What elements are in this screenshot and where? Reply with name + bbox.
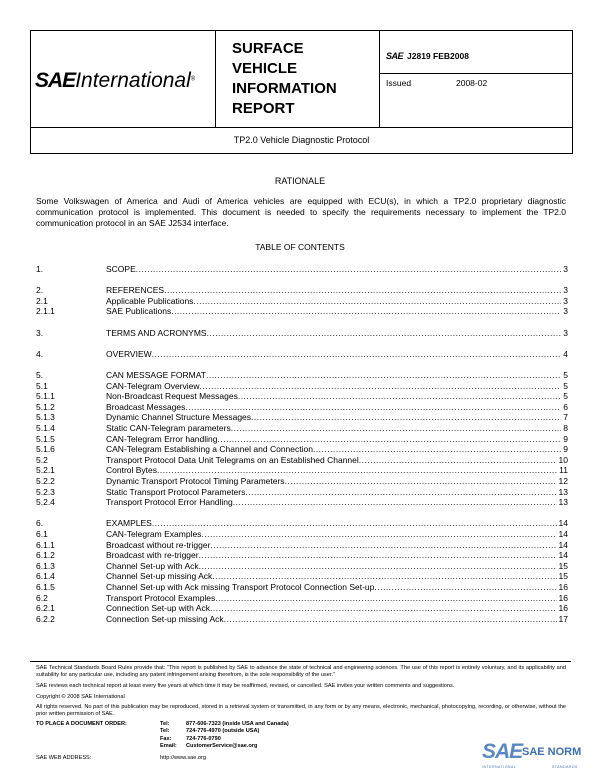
toc-number: 6.1.3 xyxy=(36,560,55,571)
toc-page-number: 6 xyxy=(563,401,568,412)
toc-page-number: 14 xyxy=(558,539,568,550)
toc-title: Dynamic Channel Structure Messages xyxy=(106,412,252,423)
toc-leader-line xyxy=(106,603,568,613)
toc-leader-line xyxy=(106,529,568,539)
toc-title: SAE Publications xyxy=(106,306,172,317)
toc-dot-leader xyxy=(238,391,561,401)
toc-entry[interactable] xyxy=(36,540,568,550)
toc-page-number: 12 xyxy=(558,476,568,486)
toc-leader-line xyxy=(106,476,568,486)
toc-page-number: 7 xyxy=(563,412,568,423)
toc-leader-line xyxy=(106,571,568,581)
toc-leader-line xyxy=(106,306,568,316)
toc-dot-leader xyxy=(185,402,561,412)
rules-text: SAE Technical Standards Board Rules provide that: “This report is published by SAE to advance the state of technical and engineering sciences. The use of this report is entirely voluntary, and its applicability and suitability for any particular use, including any patent infringement arising therefrom, is the sole responsibility of the user.” xyxy=(36,665,566,678)
toc-leader-line xyxy=(106,614,568,624)
sae-international-logo xyxy=(35,69,195,93)
toc-title: Transport Protocol Data Unit Telegrams on an Established Channel xyxy=(106,454,359,465)
web-url-link[interactable]: http://www.sae.org xyxy=(160,755,207,761)
toc-page-number: 3 xyxy=(563,295,568,306)
contact-value: 724-776-4970 (outside USA) xyxy=(186,728,260,735)
toc-number: 6.1.2 xyxy=(36,550,55,561)
toc-number: 6.2.1 xyxy=(36,603,55,614)
toc-title: Transport Protocol Error Handling xyxy=(106,497,233,508)
contact-label: Tel: xyxy=(160,728,170,735)
toc-leader-line xyxy=(106,465,568,475)
toc-number: 6.1.1 xyxy=(36,539,55,550)
toc-entry[interactable] xyxy=(36,603,568,613)
toc-number: 6.2 xyxy=(36,592,48,603)
toc-leader-line xyxy=(106,349,568,359)
toc-page-number: 4 xyxy=(563,348,568,359)
toc-entry[interactable] xyxy=(36,423,568,433)
toc-page-number: 16 xyxy=(558,592,568,603)
toc-entry[interactable] xyxy=(36,476,568,486)
toc-dot-leader xyxy=(231,423,562,433)
toc-leader-line xyxy=(106,487,568,497)
toc-entry[interactable] xyxy=(36,582,568,592)
toc-page-number: 17 xyxy=(558,613,568,624)
issued-label: Issued xyxy=(386,78,412,88)
report-type-cell xyxy=(216,31,380,127)
toc-page-number: 5 xyxy=(563,370,568,380)
toc-title: CAN-Telegram Establishing a Channel and Connection xyxy=(106,444,313,455)
toc-title: TERMS AND ACRONYMS xyxy=(106,327,207,338)
toc-number: 2.1.1 xyxy=(36,306,55,317)
toc-entry[interactable] xyxy=(36,296,568,306)
toc-entry[interactable] xyxy=(36,550,568,560)
rights-text: All rights reserved. No part of this publication may be reproduced, stored in a retrieval system or transmitted, in any form or by any means, electronic, mechanical, photocopying, recording, or otherwise, without the prior written permission of SAE. xyxy=(36,704,566,717)
toc-leader-line xyxy=(106,381,568,391)
doc-number xyxy=(386,51,469,61)
sae-norm-stamp xyxy=(482,740,592,770)
toc-entry[interactable] xyxy=(36,381,568,391)
doc-info-cell xyxy=(380,31,572,127)
toc-dot-leader xyxy=(374,582,556,592)
toc-title: Channel Set-up missing Ack xyxy=(106,571,213,582)
toc-title: Static Transport Protocol Parameters xyxy=(106,486,246,497)
toc-entry[interactable] xyxy=(36,402,568,412)
copyright-text: Copyright © 2008 SAE International xyxy=(36,694,125,700)
toc-number: 6. xyxy=(36,518,44,529)
report-type-line: REPORT xyxy=(232,100,295,117)
toc-leader-line xyxy=(106,550,568,560)
toc-title: OVERVIEW xyxy=(106,348,152,359)
toc-title: Control Bytes xyxy=(106,465,158,476)
toc-page-number: 14 xyxy=(558,518,568,529)
toc-leader-line xyxy=(106,582,568,592)
toc-entry[interactable] xyxy=(36,349,568,359)
contact-label: Email: xyxy=(160,742,177,749)
rationale-text: Some Volkswagen of America and Audi of America vehicles are equipped with ECU(s), in which a TP2.0 proprietary diagnostic communication protocol is implemented. This document is needed to specify the requirements necessary to implement the TP2.0 communication protocol in an SAE J2534 interface. xyxy=(36,196,566,228)
toc-leader-line xyxy=(106,285,568,295)
report-type-line: SURFACE xyxy=(232,40,304,57)
web-label: SAE WEB ADDRESS: xyxy=(36,755,92,761)
contact-label: Tel: xyxy=(160,721,170,727)
toc-title: CAN MESSAGE FORMAT xyxy=(106,370,206,380)
toc-number: 5.1.3 xyxy=(36,412,55,423)
toc-dot-leader xyxy=(201,529,556,539)
toc-leader-line xyxy=(106,412,568,422)
toc-entry[interactable] xyxy=(36,487,568,497)
toc-title: Channel Set-up with Ack xyxy=(106,560,199,571)
toc-number: 4. xyxy=(36,348,44,359)
toc-page-number: 15 xyxy=(558,560,568,571)
toc-title: Static CAN-Telegram parameters xyxy=(106,423,231,433)
toc-dot-leader xyxy=(210,540,556,550)
toc-title: Dynamic Transport Protocol Timing Parameters xyxy=(106,476,285,486)
toc-number: 5.2.4 xyxy=(36,497,55,508)
toc-dot-leader xyxy=(136,264,562,274)
toc-page-number: 8 xyxy=(563,423,568,433)
toc-leader-line xyxy=(106,455,568,465)
toc-leader-line xyxy=(106,391,568,401)
toc-leader-line xyxy=(106,264,568,274)
toc-entry[interactable] xyxy=(36,434,568,444)
toc-title: REFERENCES xyxy=(106,285,165,296)
toc-dot-leader xyxy=(218,434,562,444)
toc-page-number: 3 xyxy=(563,327,568,338)
toc-number: 5.1 xyxy=(36,380,48,391)
toc-number: 5.1.4 xyxy=(36,423,55,433)
toc-dot-leader xyxy=(164,285,561,295)
toc-entry[interactable] xyxy=(36,285,568,295)
trademark-mark: ® xyxy=(190,76,196,83)
toc-number: 5. xyxy=(36,370,44,380)
toc-number: 5.1.2 xyxy=(36,401,55,412)
toc-dot-leader xyxy=(152,349,562,359)
contact-label: Fax: xyxy=(160,735,172,742)
contact-value: 877-606-7323 (inside USA and Canada) xyxy=(186,721,289,727)
toc-dot-leader xyxy=(224,614,557,624)
toc-title: SCOPE xyxy=(106,264,136,274)
doc-title-box xyxy=(30,126,573,154)
toc-page-number: 14 xyxy=(558,529,568,539)
toc-number: 1. xyxy=(36,264,44,274)
toc-page-number: 5 xyxy=(563,391,568,402)
toc-entry[interactable] xyxy=(36,561,568,571)
toc-number: 6.1 xyxy=(36,529,48,539)
toc-leader-line xyxy=(106,444,568,454)
toc-title: CAN-Telegram Error handling xyxy=(106,433,218,444)
toc-leader-line xyxy=(106,497,568,507)
toc-dot-leader xyxy=(199,561,557,571)
toc-leader-line xyxy=(106,402,568,412)
doc-title: TP2.0 Vehicle Diagnostic Protocol xyxy=(233,135,370,145)
toc-dot-leader xyxy=(233,497,557,507)
toc-entry[interactable] xyxy=(36,306,568,316)
toc-dot-leader xyxy=(212,571,556,581)
toc-number: 5.1.6 xyxy=(36,444,55,455)
toc-page-number: 5 xyxy=(563,380,568,391)
toc-number: 6.2.2 xyxy=(36,613,55,624)
toc-dot-leader xyxy=(285,476,557,486)
toc-page-number: 15 xyxy=(558,571,568,582)
toc-leader-line xyxy=(106,423,568,433)
toc-dot-leader xyxy=(200,381,562,391)
toc-page-number: 9 xyxy=(563,433,568,444)
toc-page-number: 3 xyxy=(563,264,568,274)
toc-title: CAN-Telegram Overview xyxy=(106,380,200,391)
toc-entry[interactable] xyxy=(36,444,568,454)
stamp-logo: SAE xyxy=(482,740,523,763)
toc-leader-line xyxy=(106,561,568,571)
toc-title: Broadcast without re-trigger xyxy=(106,539,211,550)
toc-dot-leader xyxy=(193,296,561,306)
toc-number: 3. xyxy=(36,327,44,338)
toc-page-number: 14 xyxy=(558,550,568,561)
toc-dot-leader xyxy=(359,455,557,465)
toc-entry[interactable] xyxy=(36,328,568,338)
toc-number: 5.2.3 xyxy=(36,486,55,497)
toc-number: 5.2.1 xyxy=(36,465,55,476)
toc-dot-leader xyxy=(245,487,556,497)
contact-value: 724-776-0790 xyxy=(186,735,221,742)
toc-leader-line xyxy=(106,540,568,550)
toc-title: Applicable Publications xyxy=(106,295,194,306)
toc-title: Connection Set-up missing Ack xyxy=(106,613,224,624)
toc-number: 5.2.2 xyxy=(36,476,55,486)
report-type-line: VEHICLE xyxy=(232,60,298,77)
order-label: TO PLACE A DOCUMENT ORDER: xyxy=(36,721,127,727)
toc-number: 2. xyxy=(36,285,44,296)
toc-number: 2.1 xyxy=(36,295,48,306)
toc-title: Non-Broadcast Request Messages xyxy=(106,391,238,402)
toc-dot-leader xyxy=(206,370,561,380)
toc-dot-leader xyxy=(210,603,557,613)
toc-page-number: 3 xyxy=(563,306,568,317)
toc-entry[interactable] xyxy=(36,593,568,603)
toc-number: 6.1.5 xyxy=(36,582,55,592)
web-address xyxy=(36,755,207,761)
toc-title: CAN-Telegram Examples xyxy=(106,529,202,539)
toc-number: 5.2 xyxy=(36,454,48,465)
toc-entry[interactable] xyxy=(36,370,568,380)
toc-dot-leader xyxy=(199,550,557,560)
toc-heading: TABLE OF CONTENTS xyxy=(255,242,345,252)
toc-page-number: 9 xyxy=(563,444,568,455)
toc-dot-leader xyxy=(171,306,561,316)
toc-number: 6.1.4 xyxy=(36,571,55,582)
toc-page-number: 3 xyxy=(563,285,568,296)
toc-entry[interactable] xyxy=(36,391,568,401)
sae-mini-logo: SAE xyxy=(386,51,404,61)
toc-page-number: 13 xyxy=(558,497,568,508)
toc-leader-line xyxy=(106,328,568,338)
contact-email-link[interactable]: CustomerService@sae.org xyxy=(186,742,258,749)
toc-page-number: 16 xyxy=(558,582,568,592)
logo-cell xyxy=(31,31,216,127)
toc-entry[interactable] xyxy=(36,497,568,507)
toc-dot-leader xyxy=(313,444,561,454)
stamp-name: SAE NORM xyxy=(522,746,582,758)
report-type-line: INFORMATION xyxy=(232,80,337,97)
toc-entry[interactable] xyxy=(36,518,568,528)
toc-dot-leader xyxy=(152,518,557,528)
toc-dot-leader xyxy=(251,412,561,422)
logo-international-text: International xyxy=(75,69,191,92)
toc-page-number: 10 xyxy=(558,454,568,465)
toc-entry[interactable] xyxy=(36,264,568,274)
toc-entry[interactable] xyxy=(36,614,568,624)
toc-leader-line xyxy=(106,296,568,306)
toc-entry[interactable] xyxy=(36,529,568,539)
toc-title: Broadcast Messages xyxy=(106,401,186,412)
toc-title: Broadcast with re-trigger xyxy=(106,550,199,561)
toc-entry[interactable] xyxy=(36,455,568,465)
toc-title: Connection Set-up with Ack xyxy=(106,603,210,614)
toc-leader-line xyxy=(106,518,568,528)
toc-entry[interactable] xyxy=(36,465,568,475)
toc-title: Transport Protocol Examples xyxy=(106,592,216,603)
toc-dot-leader xyxy=(157,465,557,475)
toc-entry[interactable] xyxy=(36,412,568,422)
toc-dot-leader xyxy=(207,328,562,338)
doc-number-text: J2819 FEB2008 xyxy=(407,51,469,61)
toc-page-number: 13 xyxy=(558,486,568,497)
logo-sae-text: SAE xyxy=(35,69,76,92)
toc-leader-line xyxy=(106,434,568,444)
divider xyxy=(380,73,572,74)
footer-rule xyxy=(30,661,571,662)
toc-dot-leader xyxy=(215,593,556,603)
review-text: SAE reviews each technical report at least every five years at which time it may be reaffirmed, revised, or cancelled. SAE invites your written comments and suggestions. xyxy=(36,683,455,689)
report-type xyxy=(232,39,337,119)
stamp-right-text: STANDARDS xyxy=(552,765,578,769)
toc-title: Channel Set-up with Ack missing Transport Protocol Connection Set-up xyxy=(106,582,375,592)
issued-date: 2008-02 xyxy=(456,78,488,88)
toc-number: 5.1.1 xyxy=(36,391,55,402)
toc-page-number: 16 xyxy=(558,603,568,614)
toc-leader-line xyxy=(106,593,568,603)
issued-row xyxy=(386,78,488,88)
toc-entry[interactable] xyxy=(36,571,568,581)
document-header xyxy=(30,30,573,128)
toc-page-number: 11 xyxy=(559,465,568,476)
toc-leader-line xyxy=(106,370,568,380)
stamp-left-text: INTERNATIONAL xyxy=(482,765,517,769)
toc-number: 5.1.5 xyxy=(36,433,55,444)
toc-title: EXAMPLES xyxy=(106,518,152,529)
rationale-heading: RATIONALE xyxy=(274,176,326,186)
